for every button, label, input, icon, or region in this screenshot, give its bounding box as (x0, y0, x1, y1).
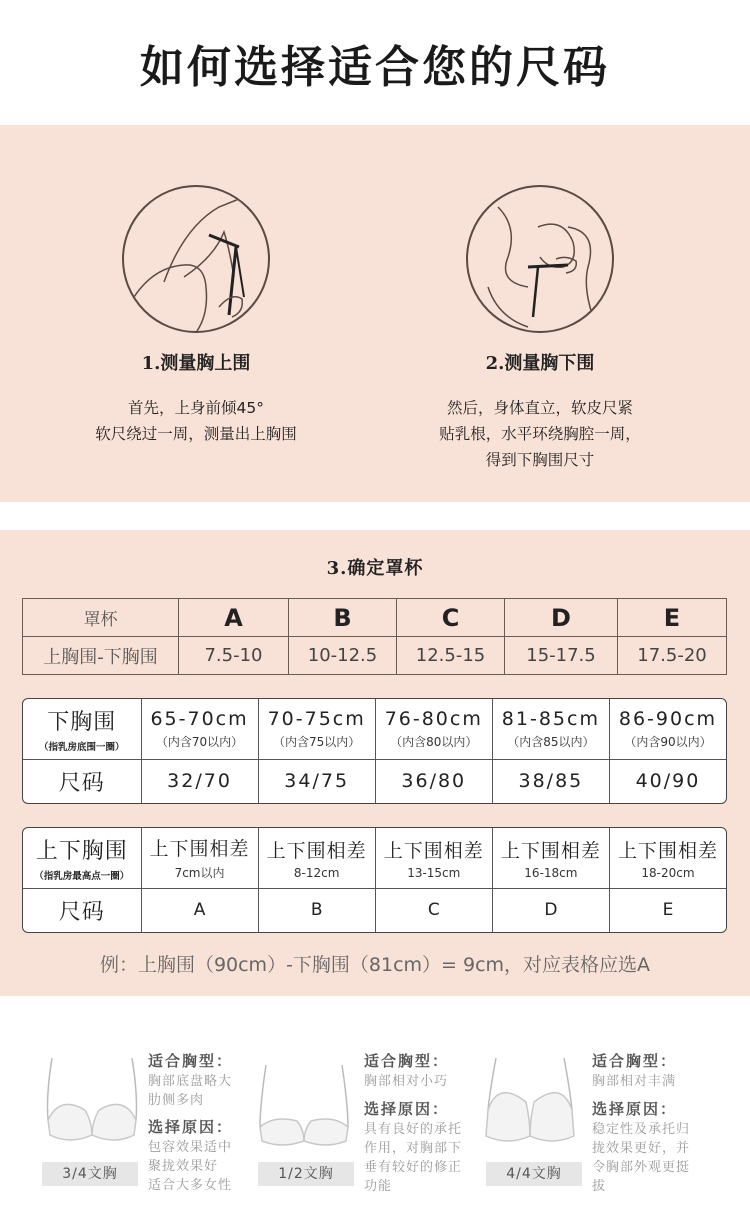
reason-line: 功能 (364, 1179, 393, 1194)
bra-types-section (0, 1030, 750, 1231)
difference-table (22, 827, 727, 933)
fit-line: 肋侧多肉 (148, 1093, 205, 1108)
difference-range: 8-12cm (293, 865, 340, 880)
reason-line: 适合大多女性 (148, 1178, 233, 1193)
difference-range-cell (609, 828, 726, 888)
cup-letter: C (397, 599, 505, 637)
bra-4-4-reason-heading: 选择原因： (592, 1100, 678, 1118)
cup-range: 10-12.5 (289, 637, 397, 675)
underbust-range-cell (609, 699, 726, 759)
difference-range-row (23, 828, 726, 888)
cup-row-label: 上胸围-下胸围 (23, 637, 179, 675)
underbust-size-label-cell (23, 759, 141, 803)
underbust-range-cell (258, 699, 375, 759)
difference-size: C (375, 888, 492, 932)
difference-head: 上下围相差 (500, 839, 601, 862)
cup-table-row (23, 637, 727, 675)
fit-line: 胸部底盘略大 (148, 1074, 233, 1089)
bra-4-4-image (478, 1050, 583, 1160)
underbust-size: 40/90 (609, 759, 726, 803)
reason-line: 作用，对胸部下 (364, 1141, 463, 1156)
fit-line: 胸部相对丰满 (592, 1074, 677, 1089)
reason-line: 拔 (592, 1179, 607, 1194)
reason-line: 包容效果适中 (148, 1140, 233, 1155)
bra-1-2-reason-text (364, 1120, 462, 1196)
bra-3-4-image (40, 1050, 145, 1160)
difference-size: D (492, 888, 609, 932)
example-text: 例：上胸围（90cm）-下胸围（81cm）= 9cm，对应表格应选A (99, 954, 651, 976)
difference-head: 上下围相差 (266, 839, 367, 862)
difference-range-cell (258, 828, 375, 888)
underbust-size: 32/70 (141, 759, 258, 803)
bra-3-4-tag: 3/4文胸 (42, 1162, 138, 1186)
cup-letter: E (618, 599, 727, 637)
underbust-range-row (23, 699, 726, 759)
difference-head: 上下围相差 (383, 839, 484, 862)
bra-3-4-reason-text (148, 1138, 232, 1195)
measure-underbust-illustration (466, 185, 614, 333)
reason-line: 拢效果更好，并 (592, 1141, 691, 1156)
underbust-size-label: 尺码 (58, 770, 105, 796)
cup-range: 15-17.5 (505, 637, 618, 675)
difference-range: 16-18cm (524, 865, 578, 880)
difference-label: 上下胸围 (35, 838, 128, 864)
underbust-table (22, 698, 727, 804)
underbust-size: 34/75 (258, 759, 375, 803)
difference-size-row (23, 888, 726, 932)
bra-3-4-reason-heading: 选择原因： (148, 1118, 234, 1136)
difference-label-cell (23, 828, 141, 888)
underbust-size-row (23, 759, 726, 803)
step2-description (400, 395, 680, 473)
difference-range-cell (375, 828, 492, 888)
bra-1-2-fit-text (364, 1072, 448, 1091)
size-section (0, 530, 750, 996)
cup-range: 12.5-15 (397, 637, 505, 675)
underbust-size: 38/85 (492, 759, 609, 803)
bra-1-2-tag: 1/2文胸 (258, 1162, 354, 1186)
step2-desc-line: 得到下胸围尺寸 (485, 451, 595, 469)
measure-section (0, 125, 750, 502)
difference-size: B (258, 888, 375, 932)
underbust-range: 76-80cm (384, 707, 483, 730)
underbust-range: 65-70cm (150, 707, 249, 730)
step2-title: 2.测量胸下围 (485, 353, 595, 374)
bra-1-2-reason-heading: 选择原因： (364, 1100, 450, 1118)
difference-size-label: 尺码 (58, 899, 105, 925)
underbust-range-cell (141, 699, 258, 759)
difference-label-note: （指乳房最高点一圈） (34, 870, 130, 882)
step2-desc-line: 然后，身体直立，软皮尺紧 (446, 399, 633, 417)
difference-size-label-cell (23, 888, 141, 932)
cup-letter: A (179, 599, 289, 637)
bra-4-4-fit-text (592, 1072, 676, 1091)
underbust-range: 81-85cm (501, 707, 600, 730)
cup-range: 7.5-10 (179, 637, 289, 675)
step1-desc-line: 软尺绕过一周，测量出上胸围 (95, 425, 297, 443)
underbust-label: 下胸围 (47, 709, 117, 735)
step1-desc-line: 首先，上身前倾45° (128, 399, 264, 417)
underbust-range: 86-90cm (618, 707, 718, 730)
difference-size: A (141, 888, 258, 932)
step1-description (66, 395, 326, 447)
bra-3-4-fit-text (148, 1072, 232, 1110)
underbust-range-cell (492, 699, 609, 759)
cup-header-label: 罩杯 (23, 599, 179, 637)
reason-line: 具有良好的承托 (364, 1122, 463, 1137)
bra-1-2-image (252, 1055, 357, 1165)
underbust-label-cell (23, 699, 141, 759)
difference-range: 13-15cm (407, 865, 461, 880)
cup-title: 3.确定罩杯 (326, 558, 424, 579)
difference-range: 18-20cm (641, 865, 695, 880)
reason-line: 聚拢效果好 (148, 1159, 219, 1174)
reason-line: 稳定性及承托归 (592, 1122, 691, 1137)
reason-line: 垂有较好的修正 (364, 1160, 463, 1175)
difference-range-cell (492, 828, 609, 888)
cup-letter: B (289, 599, 397, 637)
page-title: 如何选择适合您的尺码 (140, 41, 610, 93)
underbust-size: 36/80 (375, 759, 492, 803)
difference-range-cell (141, 828, 258, 888)
difference-head: 上下围相差 (149, 838, 250, 861)
underbust-label-note: （指乳房底围一圈） (38, 741, 125, 753)
underbust-note: （内含85以内） (507, 734, 595, 749)
underbust-range-cell (375, 699, 492, 759)
bra-3-4-fit-heading: 适合胸型： (148, 1052, 234, 1070)
difference-head: 上下围相差 (617, 839, 718, 862)
difference-range: 7cm以内 (174, 866, 225, 881)
bra-1-2-fit-heading: 适合胸型： (364, 1052, 450, 1070)
underbust-note: （内含75以内） (273, 734, 361, 749)
measure-overbust-illustration (122, 185, 270, 333)
fit-line: 胸部相对小巧 (364, 1074, 449, 1089)
underbust-note: （内含70以内） (155, 734, 244, 749)
cup-table (22, 598, 727, 675)
cup-range: 17.5-20 (618, 637, 727, 675)
cup-table-header-row (23, 599, 727, 637)
bra-4-4-reason-text (592, 1120, 690, 1196)
cup-letter: D (505, 599, 618, 637)
reason-line: 令胸部外观更挺 (592, 1160, 691, 1175)
bra-4-4-fit-heading: 适合胸型： (592, 1052, 678, 1070)
underbust-note: （内含90以内） (624, 734, 712, 749)
underbust-note: （内含80以内） (390, 734, 478, 749)
difference-size: E (609, 888, 726, 932)
underbust-range: 70-75cm (267, 707, 366, 730)
step1-title: 1.测量胸上围 (141, 353, 251, 374)
bra-4-4-tag: 4/4文胸 (486, 1162, 582, 1186)
step2-desc-line: 贴乳根，水平环绕胸腔一周， (439, 425, 641, 443)
